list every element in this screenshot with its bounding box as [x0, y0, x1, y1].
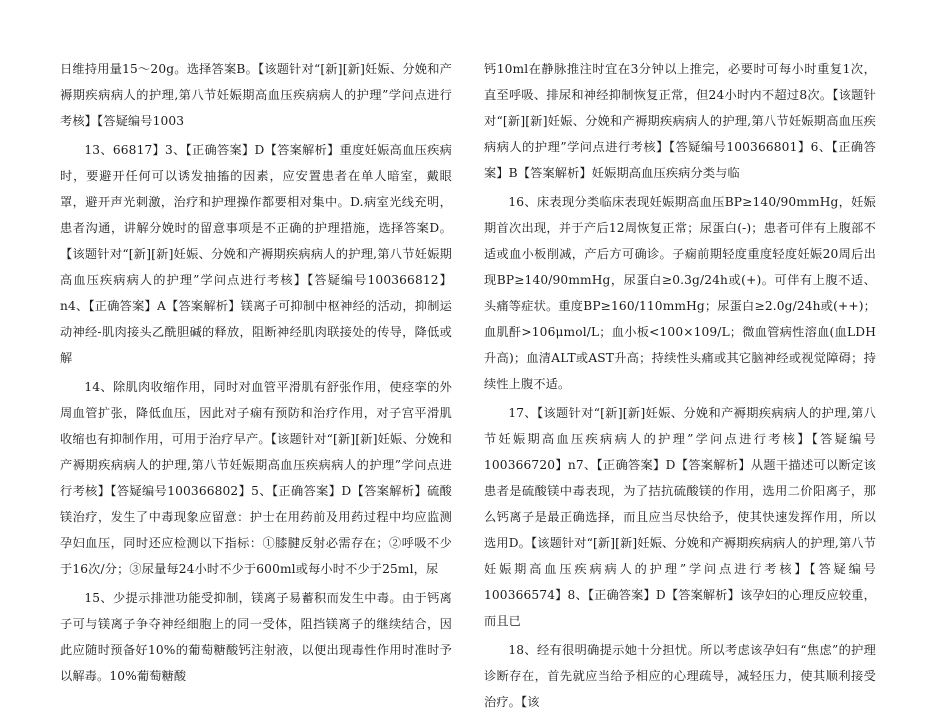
paragraph: 15、少提示排泄功能受抑制，镁离子易蓄积而发生中毒。由于钙离子可与镁离子争夺神经细胞上的同一受体，阻挡镁离子的继续结合，因此应随时预备好10%的葡萄糖酸钙注射液，以便出现毒性作用时准时予以解毒。10%葡萄糖酸	[60, 591, 452, 683]
paragraph: 18、经有很明确提示她十分担忧。所以考虑该孕妇有“焦虑”的护理诊断存在，首先就应当给予相应的心理疏导，减轻压力，使其顺利接受治疗。【该	[484, 643, 876, 709]
paragraph: 16、床表现分类临床表现妊娠期高血压BP≥140/90mmHg，妊娠期首次出现，并于产后12周恢复正常；尿蛋白(-)；患者可伴有上腹部不适或血小板削减，产后方可确诊。子痫前期轻度重度轻度妊娠20周后出现BP≥140/90mmHg，尿蛋白≥0.3g/24h或(+)。可伴有上腹不适、头痛等症状。重度BP≥160/110mmHg；尿蛋白≥2.0g/24h或(++)；血肌酐>106μmol/L；血小板<100×109/L；微血管病性溶血(血LDH升高)；血清ALT或AST升高；持续性头痛或其它脑神经或视觉障碍；持续性上腹不适。	[484, 195, 876, 391]
paragraph: 17、【该题针对“[新][新]妊娠、分娩和产褥期疾病病人的护理,第八节妊娠期高血压疾病病人的护理”学问点进行考核】【答疑编号100366720】n7、【正确答案】D【答案解析】从题干描述可以断定该患者是硫酸镁中毒表现，为了拮抗硫酸镁的作用，选用二价阳离子，那么钙离子是最正确选择，而且应当尽快给予，使其快速发挥作用，所以选用D。【该题针对“[新][新]妊娠、分娩和产褥期疾病病人的护理,第八节妊娠期高血压疾病病人的护理”学问点进行考核】【答疑编号100366574】8、【正确答案】D【答案解析】该孕妇的心理反应较重，而且已	[484, 406, 876, 628]
right-column	[484, 56, 876, 709]
paragraph: 13、66817】3、【正确答案】D【答案解析】重度妊娠高血压疾病时，要避开任何可以诱发抽搐的因素，应安置患者在单人暗室，戴眼罩，避开声光刺激，治疗和护理操作都要相对集中。D.病室光线充明，患者沟通，讲解分娩时的留意事项是不正确的护理措施，选择答案D。【该题针对“[新][新]妊娠、分娩和产褥期疾病病人的护理,第八节妊娠期高血压疾病病人的护理”学问点进行考核】【答疑编号100366812】n4、【正确答案】A【答案解析】镁离子可抑制中枢神经的活动，抑制运动神经-肌肉接头乙酰胆碱的释放，阻断神经肌肉联接处的传导，降低或解	[60, 143, 452, 365]
left-column	[60, 56, 452, 683]
paragraph: 日维持用量15～20g。选择答案B。【该题针对“[新][新]妊娠、分娩和产褥期疾病病人的护理,第八节妊娠期高血压疾病病人的护理”学问点进行考核】【答疑编号1003	[60, 62, 452, 128]
paragraph: 14、除肌肉收缩作用，同时对血管平滑肌有舒张作用，使痉挛的外周血管扩张，降低血压，因此对子痫有预防和治疗作用，对子宫平滑肌收缩也有抑制作用，可用于治疗早产。【该题针对“[新][新]妊娠、分娩和产褥期疾病病人的护理,第八节妊娠期高血压疾病病人的护理”学问点进行考核】【答疑编号100366802】5、【正确答案】D【答案解析】硫酸镁治疗，发生了中毒现象应留意：护士在用药前及用药过程中均应监测孕妇血压，同时还应检测以下指标：①膝腱反射必需存在；②呼吸不少于16次/分；③尿量每24小时不少于600ml或每小时不少于25ml，尿	[60, 380, 452, 576]
paragraph: 钙10ml在静脉推注时宜在3分钟以上推完，必要时可每小时重复1次，直至呼吸、排尿和神经抑制恢复正常，但24小时内不超过8次。【该题针对“[新][新]妊娠、分娩和产褥期疾病病人的护理,第八节妊娠期高血压疾病病人的护理”学问点进行考核】【答疑编号100366801】6、【正确答案】B【答案解析】妊娠期高血压疾病分类与临	[484, 62, 876, 180]
